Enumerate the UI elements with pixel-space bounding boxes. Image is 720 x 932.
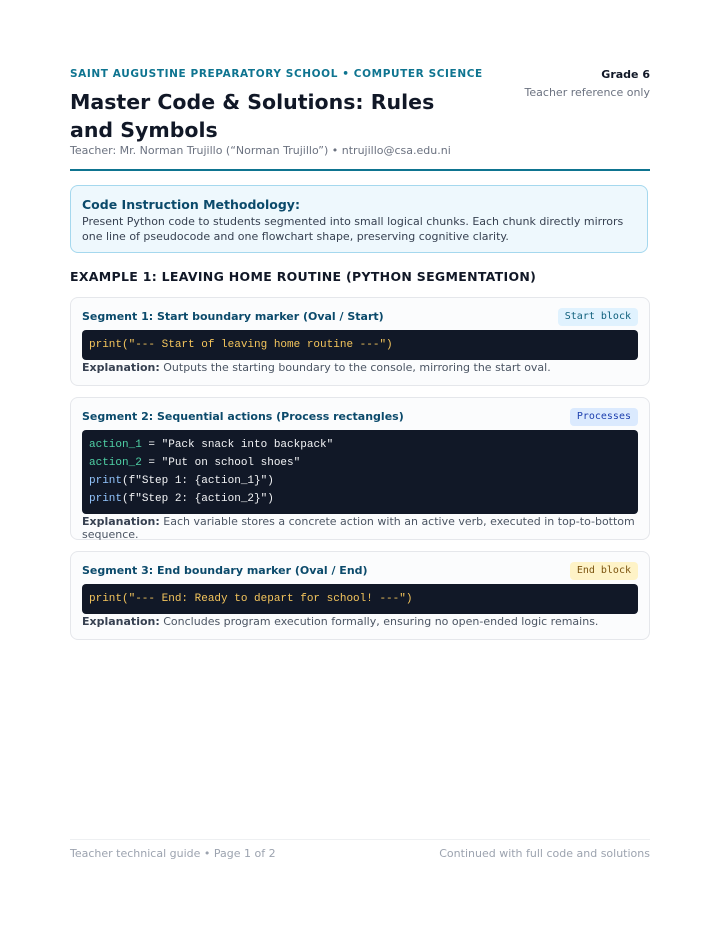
segment-card-2 [70, 397, 650, 540]
footer-divider [70, 839, 650, 840]
code-variable: action_1 [89, 439, 142, 451]
explanation-label: Explanation: [82, 361, 160, 374]
explanation-label: Explanation: [82, 515, 160, 528]
code-line [89, 454, 631, 472]
segment-title: Segment 2: Sequential actions (Process rectangles) [82, 410, 404, 423]
code-text: = "Pack snack into backpack" [141, 439, 334, 451]
segment-explanation [82, 515, 649, 541]
segment-badge: End block [570, 562, 638, 580]
code-text: (f"Step 2: {action_2}") [122, 493, 274, 505]
segment-explanation [82, 615, 598, 628]
grade-box [520, 68, 650, 100]
code-text: (f"Step 1: {action_1}") [122, 475, 274, 487]
code-block [82, 430, 638, 514]
segment-badge: Start block [558, 308, 638, 326]
code-line [89, 472, 631, 490]
segment-explanation [82, 361, 551, 374]
footer-page-info: Teacher technical guide • Page 1 of 2 [70, 847, 276, 860]
school-name: SAINT AUGUSTINE PREPARATORY SCHOOL • COMPUTER SCIENCE [70, 68, 483, 80]
code-block [82, 330, 638, 360]
code-line: print("--- End: Ready to depart for school! ---") [89, 593, 413, 605]
footer-continued-note: Continued with full code and solutions [439, 847, 650, 860]
audience-note: Teacher reference only [524, 86, 650, 99]
segment-title: Segment 3: End boundary marker (Oval / End) [82, 564, 368, 577]
explanation-text: Each variable stores a concrete action with an active verb, executed in top-to-bottom sequence. [82, 515, 635, 541]
page-header [70, 68, 650, 157]
explanation-text: Outputs the starting boundary to the console, mirroring the start oval. [163, 361, 551, 374]
grade-label: Grade 6 [601, 68, 650, 81]
segment-title: Segment 1: Start boundary marker (Oval / Start) [82, 310, 384, 323]
segment-badge: Processes [570, 408, 638, 426]
methodology-title: Code Instruction Methodology: [82, 197, 300, 212]
code-line [89, 436, 631, 454]
explanation-label: Explanation: [82, 615, 160, 628]
segment-card-3 [70, 551, 650, 640]
code-line [89, 490, 631, 508]
code-line: print("--- Start of leaving home routine ---") [89, 339, 393, 351]
code-block [82, 584, 638, 614]
code-function: print [89, 475, 123, 487]
segment-card-1 [70, 297, 650, 386]
methodology-callout [70, 185, 648, 253]
code-function: print [89, 493, 123, 505]
page-title: Master Code & Solutions: Rules and Symbols [70, 90, 435, 142]
header-divider [70, 169, 650, 171]
code-text: = "Put on school shoes" [141, 457, 301, 469]
explanation-text: Concludes program execution formally, ensuring no open-ended logic remains. [163, 615, 599, 628]
methodology-body: Present Python code to students segmented into small logical chunks. Each chunk directly mirrors one line of pseudocode and one flowchart shape, preserving cognitive clarity. [82, 215, 624, 243]
code-variable: action_2 [89, 457, 142, 469]
example-heading: EXAMPLE 1: LEAVING HOME ROUTINE (PYTHON SEGMENTATION) [70, 269, 537, 284]
teacher-info: Teacher: Mr. Norman Trujillo (“Norman Trujillo”) • ntrujillo@csa.edu.ni [70, 144, 451, 157]
